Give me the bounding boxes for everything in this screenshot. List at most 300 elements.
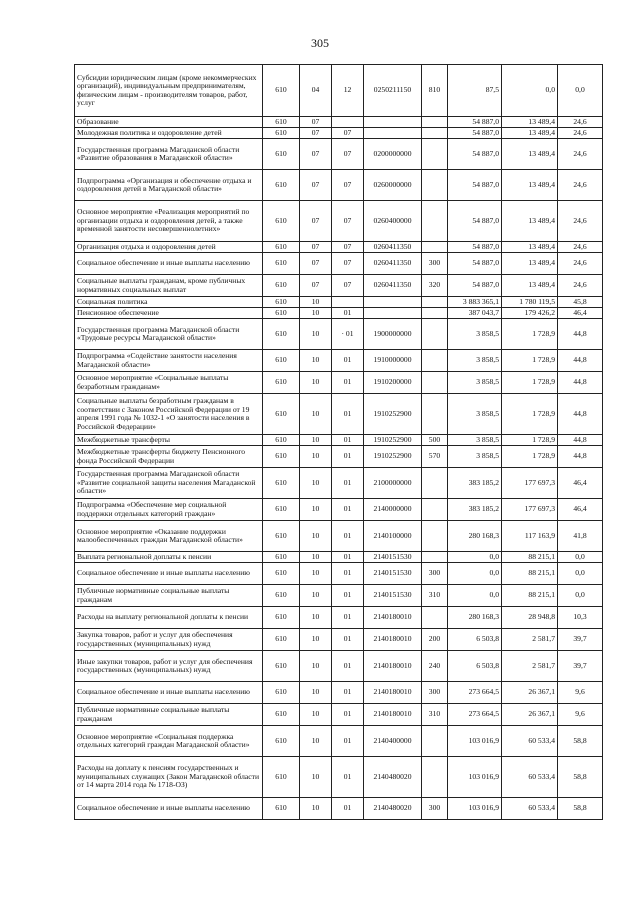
ministry-code: 610 [263,253,300,275]
execution-percent: 24,6 [558,275,603,297]
table-row [75,468,603,499]
section-code: 07 [300,201,332,242]
execution-percent: 46,4 [558,468,603,499]
subsection-code: 01 [332,394,364,435]
ministry-code: 610 [263,552,300,563]
planned-amount: 3 858,5 [448,319,502,350]
table-row [75,499,603,521]
execution-percent: 46,4 [558,308,603,319]
table-row [75,394,603,435]
actual-amount: 13 489,4 [502,128,558,139]
section-code: 07 [300,139,332,170]
subsection-code: 01 [332,585,364,607]
execution-percent: 9,6 [558,704,603,726]
subsection-code: 07 [332,253,364,275]
row-name: Организация отдыха и оздоровления детей [75,242,263,253]
expense-type-code: 320 [422,275,448,297]
ministry-code: 610 [263,726,300,757]
section-code: 10 [300,726,332,757]
planned-amount: 87,5 [448,65,502,117]
target-article-code: 2140400000 [364,726,422,757]
planned-amount: 3 858,5 [448,372,502,394]
execution-percent: 46,4 [558,499,603,521]
target-article-code: 2140180010 [364,682,422,704]
row-name: Публичные нормативные социальные выплаты гражданам [75,704,263,726]
target-article-code: 1900000000 [364,319,422,350]
actual-amount: 1 728,9 [502,435,558,446]
expense-type-code: 570 [422,446,448,468]
actual-amount: 13 489,4 [502,117,558,128]
execution-percent: 44,8 [558,446,603,468]
section-code: 10 [300,607,332,629]
execution-percent: 41,8 [558,521,603,552]
execution-percent: 24,6 [558,170,603,201]
section-code: 10 [300,682,332,704]
actual-amount: 13 489,4 [502,275,558,297]
subsection-code: · 01 [332,319,364,350]
planned-amount: 54 887,0 [448,253,502,275]
actual-amount: 117 163,9 [502,521,558,552]
target-article-code: 2140151530 [364,552,422,563]
row-name: Закупка товаров, работ и услуг для обеспечения государственных (муниципальных) нужд [75,629,263,651]
target-article-code: 0250211150 [364,65,422,117]
planned-amount: 54 887,0 [448,201,502,242]
expense-type-code [422,468,448,499]
planned-amount: 0,0 [448,552,502,563]
section-code: 10 [300,629,332,651]
planned-amount: 54 887,0 [448,275,502,297]
subsection-code: 01 [332,682,364,704]
row-name: Социальные выплаты гражданам, кроме публичных нормативных социальных выплат [75,275,263,297]
actual-amount: 88 215,1 [502,585,558,607]
row-name: Государственная программа Магаданской области «Развитие социальной защиты населения Магаданской области» [75,468,263,499]
actual-amount: 13 489,4 [502,242,558,253]
page-number: 305 [311,36,329,50]
section-code: 10 [300,704,332,726]
planned-amount: 0,0 [448,585,502,607]
subsection-code: 01 [332,798,364,820]
section-code: 07 [300,275,332,297]
planned-amount: 273 664,5 [448,682,502,704]
execution-percent: 39,7 [558,651,603,682]
ministry-code: 610 [263,372,300,394]
subsection-code: 07 [332,275,364,297]
planned-amount: 273 664,5 [448,704,502,726]
expense-type-code [422,499,448,521]
target-article-code: 2140480020 [364,757,422,798]
table-row [75,275,603,297]
subsection-code: 07 [332,128,364,139]
target-article-code [364,308,422,319]
expense-type-code: 310 [422,704,448,726]
expense-type-code: 300 [422,682,448,704]
planned-amount: 3 858,5 [448,435,502,446]
row-name: Молодежная политика и оздоровление детей [75,128,263,139]
expense-type-code [422,726,448,757]
subsection-code: 01 [332,308,364,319]
section-code: 10 [300,563,332,585]
target-article-code: 1910252900 [364,435,422,446]
expense-type-code [422,201,448,242]
actual-amount: 88 215,1 [502,552,558,563]
planned-amount: 103 016,9 [448,757,502,798]
table-row [75,704,603,726]
actual-amount: 28 948,8 [502,607,558,629]
row-name: Основное мероприятие «Социальные выплаты безработным гражданам» [75,372,263,394]
actual-amount: 88 215,1 [502,563,558,585]
subsection-code: 01 [332,607,364,629]
expense-type-code [422,350,448,372]
subsection-code: 07 [332,139,364,170]
section-code: 10 [300,798,332,820]
table-row [75,682,603,704]
target-article-code: 2140180010 [364,651,422,682]
target-article-code: 0260411350 [364,253,422,275]
planned-amount: 54 887,0 [448,242,502,253]
expense-type-code: 300 [422,563,448,585]
subsection-code: 01 [332,651,364,682]
subsection-code: 01 [332,552,364,563]
row-name: Выплата региональной доплаты к пенсии [75,552,263,563]
section-code: 04 [300,65,332,117]
table-row [75,651,603,682]
expense-type-code [422,117,448,128]
section-code: 10 [300,651,332,682]
actual-amount: 1 728,9 [502,319,558,350]
execution-percent: 39,7 [558,629,603,651]
expense-type-code: 300 [422,253,448,275]
ministry-code: 610 [263,170,300,201]
planned-amount: 6 503,8 [448,629,502,651]
execution-percent: 10,3 [558,607,603,629]
row-name: Иные закупки товаров, работ и услуг для обеспечения государственных (муниципальных) нужд [75,651,263,682]
execution-percent: 0,0 [558,552,603,563]
row-name: Социальное обеспечение и иные выплаты населению [75,682,263,704]
target-article-code: 2140480020 [364,798,422,820]
section-code: 10 [300,446,332,468]
actual-amount: 13 489,4 [502,139,558,170]
actual-amount: 26 367,1 [502,704,558,726]
ministry-code: 610 [263,65,300,117]
actual-amount: 13 489,4 [502,201,558,242]
execution-percent: 45,8 [558,297,603,308]
ministry-code: 610 [263,394,300,435]
target-article-code: 1910200000 [364,372,422,394]
execution-percent: 24,6 [558,117,603,128]
target-article-code: 2140180010 [364,704,422,726]
expense-type-code [422,607,448,629]
target-article-code: 0260411350 [364,242,422,253]
section-code: 10 [300,394,332,435]
row-name: Подпрограмма «Содействие занятости населения Магаданской области» [75,350,263,372]
row-name: Основное мероприятие «Социальная поддержка отдельных категорий граждан Магаданской области» [75,726,263,757]
ministry-code: 610 [263,704,300,726]
actual-amount: 0,0 [502,65,558,117]
target-article-code [364,128,422,139]
target-article-code: 0260411350 [364,275,422,297]
planned-amount: 0,0 [448,563,502,585]
execution-percent: 0,0 [558,563,603,585]
section-code: 10 [300,468,332,499]
execution-percent: 24,6 [558,242,603,253]
expense-type-code [422,297,448,308]
ministry-code: 610 [263,275,300,297]
subsection-code [332,297,364,308]
row-name: Подпрограмма «Организация и обеспечение отдыха и оздоровления детей в Магаданской области» [75,170,263,201]
expense-type-code: 300 [422,798,448,820]
ministry-code: 610 [263,350,300,372]
subsection-code: 07 [332,201,364,242]
section-code: 10 [300,521,332,552]
execution-percent: 0,0 [558,585,603,607]
section-code: 10 [300,552,332,563]
execution-percent: 58,8 [558,798,603,820]
ministry-code: 610 [263,757,300,798]
ministry-code: 610 [263,521,300,552]
target-article-code: 0260000000 [364,170,422,201]
table-row [75,319,603,350]
row-name: Государственная программа Магаданской области «Развитие образования в Магаданской области» [75,139,263,170]
target-article-code: 2100000000 [364,468,422,499]
table-row [75,629,603,651]
actual-amount: 2 581,7 [502,651,558,682]
planned-amount: 3 858,5 [448,350,502,372]
table-row [75,446,603,468]
actual-amount: 60 533,4 [502,726,558,757]
planned-amount: 3 883 365,1 [448,297,502,308]
row-name: Пенсионное обеспечение [75,308,263,319]
table-row [75,65,603,117]
table-row [75,128,603,139]
actual-amount: 177 697,3 [502,468,558,499]
row-name: Социальное обеспечение и иные выплаты населению [75,563,263,585]
table-row [75,435,603,446]
ministry-code: 610 [263,139,300,170]
subsection-code: 01 [332,446,364,468]
ministry-code: 610 [263,201,300,242]
table-row [75,117,603,128]
row-name: Основное мероприятие «Реализация мероприятий по организации отдыха и оздоровления детей, а также временной занятости несовершеннолетних» [75,201,263,242]
planned-amount: 280 168,3 [448,521,502,552]
target-article-code: 0260400000 [364,201,422,242]
target-article-code: 1910252900 [364,394,422,435]
target-article-code: 2140151530 [364,563,422,585]
expense-type-code [422,128,448,139]
table-row [75,607,603,629]
target-article-code: 2140180010 [364,607,422,629]
table-row [75,253,603,275]
planned-amount: 383 185,2 [448,468,502,499]
execution-percent: 24,6 [558,201,603,242]
subsection-code: 01 [332,563,364,585]
section-code: 07 [300,170,332,201]
execution-percent: 44,8 [558,394,603,435]
expense-type-code [422,552,448,563]
ministry-code: 610 [263,468,300,499]
table-row [75,757,603,798]
expense-type-code [422,308,448,319]
section-code: 07 [300,253,332,275]
row-name: Межбюджетные трансферты бюджету Пенсионного фонда Российской Федерации [75,446,263,468]
actual-amount: 2 581,7 [502,629,558,651]
row-name: Государственная программа Магаданской области «Трудовые ресурсы Магаданской области» [75,319,263,350]
ministry-code: 610 [263,297,300,308]
row-name: Образование [75,117,263,128]
subsection-code: 01 [332,726,364,757]
expense-type-code [422,394,448,435]
expense-type-code [422,139,448,170]
subsection-code: 01 [332,704,364,726]
subsection-code: 01 [332,757,364,798]
target-article-code [364,117,422,128]
target-article-code [364,297,422,308]
expense-type-code [422,757,448,798]
execution-percent: 24,6 [558,128,603,139]
planned-amount: 103 016,9 [448,726,502,757]
actual-amount: 26 367,1 [502,682,558,704]
table-row [75,242,603,253]
expense-type-code [422,319,448,350]
execution-percent: 44,8 [558,319,603,350]
section-code: 10 [300,585,332,607]
actual-amount: 13 489,4 [502,170,558,201]
execution-percent: 58,8 [558,757,603,798]
ministry-code: 610 [263,499,300,521]
ministry-code: 610 [263,117,300,128]
ministry-code: 610 [263,446,300,468]
target-article-code: 0200000000 [364,139,422,170]
target-article-code: 2140100000 [364,521,422,552]
section-code: 07 [300,242,332,253]
actual-amount: 13 489,4 [502,253,558,275]
table-row [75,585,603,607]
table-row [75,798,603,820]
expense-type-code: 240 [422,651,448,682]
table-row [75,201,603,242]
row-name: Расходы на доплату к пенсиям государственных и муниципальных служащих (Закон Магаданской области от 14 марта 2014 года № 1718-ОЗ) [75,757,263,798]
subsection-code [332,117,364,128]
subsection-code: 07 [332,170,364,201]
subsection-code: 07 [332,242,364,253]
actual-amount: 1 728,9 [502,446,558,468]
target-article-code: 2140000000 [364,499,422,521]
expense-type-code [422,242,448,253]
planned-amount: 54 887,0 [448,170,502,201]
subsection-code: 01 [332,629,364,651]
subsection-code: 01 [332,499,364,521]
table-row [75,350,603,372]
actual-amount: 1 728,9 [502,372,558,394]
row-name: Социальные выплаты безработным гражданам в соответствии с Законом Российской Федерации от 19 апреля 1991 года № 1032-1 «О занятости населения в Российской Федерации» [75,394,263,435]
planned-amount: 54 887,0 [448,128,502,139]
actual-amount: 1 780 119,5 [502,297,558,308]
target-article-code: 1910252900 [364,446,422,468]
expense-type-code [422,521,448,552]
execution-percent: 24,6 [558,253,603,275]
ministry-code: 610 [263,308,300,319]
table-row [75,563,603,585]
budget-table [74,64,603,820]
ministry-code: 610 [263,607,300,629]
table-row [75,552,603,563]
expense-type-code: 310 [422,585,448,607]
row-name: Социальное обеспечение и иные выплаты населению [75,798,263,820]
subsection-code: 01 [332,468,364,499]
execution-percent: 24,6 [558,139,603,170]
planned-amount: 280 168,3 [448,607,502,629]
expense-type-code: 810 [422,65,448,117]
target-article-code: 2140180010 [364,629,422,651]
row-name: Межбюджетные трансферты [75,435,263,446]
section-code: 10 [300,757,332,798]
table-row [75,170,603,201]
ministry-code: 610 [263,798,300,820]
execution-percent: 44,8 [558,435,603,446]
expense-type-code [422,170,448,201]
section-code: 10 [300,319,332,350]
row-name: Субсидии юридическим лицам (кроме некоммерческих организаций), индивидуальным предпринимателям, физическим лицам - производителям товаров, работ, услуг [75,65,263,117]
row-name: Публичные нормативные социальные выплаты гражданам [75,585,263,607]
planned-amount: 6 503,8 [448,651,502,682]
ministry-code: 610 [263,319,300,350]
row-name: Социальная политика [75,297,263,308]
ministry-code: 610 [263,585,300,607]
execution-percent: 58,8 [558,726,603,757]
planned-amount: 3 858,5 [448,446,502,468]
expense-type-code: 500 [422,435,448,446]
table-row [75,139,603,170]
ministry-code: 610 [263,435,300,446]
table-row [75,308,603,319]
section-code: 07 [300,117,332,128]
table-row [75,521,603,552]
subsection-code: 01 [332,435,364,446]
row-name: Социальное обеспечение и иные выплаты населению [75,253,263,275]
ministry-code: 610 [263,128,300,139]
ministry-code: 610 [263,651,300,682]
subsection-code: 01 [332,521,364,552]
execution-percent: 0,0 [558,65,603,117]
section-code: 10 [300,297,332,308]
section-code: 10 [300,372,332,394]
subsection-code: 12 [332,65,364,117]
table-row [75,372,603,394]
row-name: Основное мероприятие «Оказание поддержки малообеспеченных граждан Магаданской области» [75,521,263,552]
execution-percent: 9,6 [558,682,603,704]
row-name: Расходы на выплату региональной доплаты к пенсии [75,607,263,629]
planned-amount: 103 016,9 [448,798,502,820]
planned-amount: 3 858,5 [448,394,502,435]
ministry-code: 610 [263,563,300,585]
actual-amount: 179 426,2 [502,308,558,319]
planned-amount: 54 887,0 [448,117,502,128]
subsection-code: 01 [332,372,364,394]
ministry-code: 610 [263,629,300,651]
execution-percent: 44,8 [558,372,603,394]
actual-amount: 1 728,9 [502,394,558,435]
execution-percent: 44,8 [558,350,603,372]
planned-amount: 383 185,2 [448,499,502,521]
target-article-code: 2140151530 [364,585,422,607]
actual-amount: 1 728,9 [502,350,558,372]
row-name: Подпрограмма «Обеспечение мер социальной поддержки отдельных категорий граждан» [75,499,263,521]
actual-amount: 60 533,4 [502,798,558,820]
planned-amount: 54 887,0 [448,139,502,170]
section-code: 10 [300,308,332,319]
section-code: 07 [300,128,332,139]
expense-type-code: 200 [422,629,448,651]
subsection-code: 01 [332,350,364,372]
